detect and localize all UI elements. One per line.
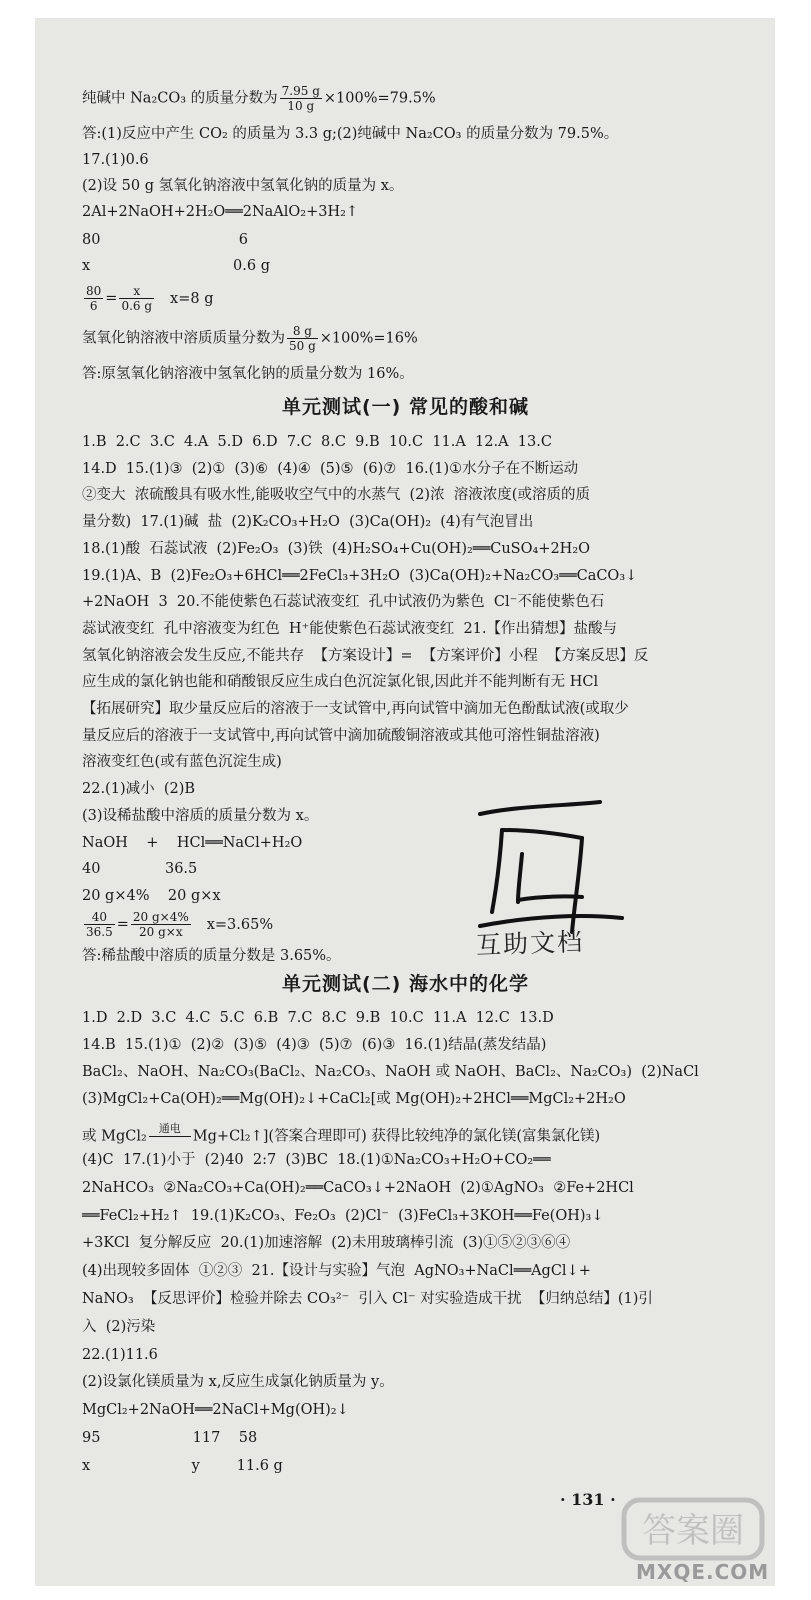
arrow-with-label: 通电 <box>149 1122 191 1151</box>
text-line: +2NaOH 3 20.不能使紫色石蕊试液变红 孔中试液仍为紫色 Cl⁻不能使紫色石 <box>82 594 605 611</box>
fraction: $\frac{8 g}{50 g}$ <box>289 324 316 353</box>
text-line: 40 36.5 <box>82 861 198 878</box>
text-line: 22.(1)减小 (2)B <box>82 781 196 798</box>
answer-circle-logo <box>618 1490 768 1570</box>
section-heading: 单元测试(二) 海水中的化学 <box>282 973 529 995</box>
equation-line: 2Al+2NaOH+2H₂O══2NaAlO₂+3H₂↑ <box>82 204 359 220</box>
text-line: 量分数) 17.(1)碱 盐 (2)K₂CO₃+H₂O (3)Ca(OH)₂ (4)有气泡冒出 <box>82 514 534 531</box>
equation-values: x 0.6 g <box>82 258 271 274</box>
text-line: 14.B 15.(1)① (2)② (3)⑤ (4)③ (5)⑦ (6)③ 16.(1)结晶(蒸发结晶) <box>82 1037 547 1053</box>
text-line: +3KCl 复分解反应 20.(1)加速溶解 (2)未用玻璃棒引流 (3)①⑤②③⑥④ <box>82 1235 571 1252</box>
text-line: BaCl₂、NaOH、Na₂CO₃(BaCl₂、Na₂CO₃、NaOH 或 NaOH、BaCl₂、Na₂CO₃) (2)NaCl <box>82 1064 699 1080</box>
text-line: x y 11.6 g <box>82 1457 283 1474</box>
page-number: · 131 · <box>560 1490 616 1509</box>
text-line: 20 g×4% 20 g×x <box>82 887 221 904</box>
text-line: 19.(1)A、B (2)Fe₂O₃+6HCl══2FeCl₃+3H₂O (3)Ca(OH)₂+Na₂CO₃══CaCO₃↓ <box>82 567 638 584</box>
fraction: $\frac{80}{6}$ <box>86 284 102 313</box>
section-heading: 单元测试(一) 常见的酸和碱 <box>282 396 529 418</box>
text-line: 2NaHCO₃ ②Na₂CO₃+Ca(OH)₂══CaCO₃↓+2NaOH (2)①AgNO₃ ②Fe+2HCl <box>82 1179 634 1196</box>
text-line: 或 MgCl₂ 通电 Mg+Cl₂↑](答案合理即可) 获得比较纯净的氯化镁(富集氯化镁) <box>82 1122 600 1151</box>
text-line: ②变大 浓硫酸具有吸水性,能吸收空气中的水蒸气 (2)浓 溶液浓度(或溶质的质 <box>82 487 590 504</box>
text-line: 氢氧化钠溶液会发生反应,不能共存 【方案设计】= 【方案评价】小程 【方案反思】反 <box>82 647 649 664</box>
answer-line: 答:稀盐酸中溶质的质量分数是 3.65%。 <box>82 948 341 964</box>
proportion-line: $\frac{80}{6}$ = $\frac{x}{0.6 g}$ x=8 g <box>86 284 214 313</box>
text-line: 【拓展研究】取少量反应后的溶液于一支试管中,再向试管中滴加无色酚酞试液(或取少 <box>82 701 629 717</box>
text-line: (3)MgCl₂+Ca(OH)₂══Mg(OH)₂↓+CaCl₂[或 Mg(OH)₂+2HCl══MgCl₂+2H₂O <box>82 1091 626 1107</box>
proportion-line: $\frac{40}{36.5}$ = $\frac{20 g\times 4\%}{20 g\times x}$ x=3.65% <box>86 910 274 939</box>
text-line: 18.(1)酸 石蕊试液 (2)Fe₂O₃ (3)铁 (4)H₂SO₄+Cu(OH)₂══CuSO₄+2H₂O <box>82 540 591 557</box>
equation-values: 80 6 <box>82 232 248 248</box>
question-line: 17.(1)0.6 <box>82 152 149 168</box>
svg-text:答案圈: 答案圈 <box>642 1511 744 1551</box>
answer-line: 答:(1)反应中产生 CO₂ 的质量为 3.3 g;(2)纯碱中 Na₂CO₃ 的质量分数为 79.5%。 <box>82 126 619 142</box>
text-line: NaNO₃ 【反思评价】检验并除去 CO₃²⁻ 引入 Cl⁻ 对实验造成干扰 【归纳总结】(1)引 <box>82 1291 653 1307</box>
text-line: 1.D 2.D 3.C 4.C 5.C 6.B 7.C 8.C 9.B 10.C 11.A 12.C 13.D <box>82 1010 554 1026</box>
answer-line: 答:原氢氧化钠溶液中氢氧化钠的质量分数为 16%。 <box>82 366 414 382</box>
text-line: 氢氧化钠溶液中溶质质量分数为 $\frac{8 g}{50 g}$ ×100%=16% <box>82 324 418 353</box>
stamp-label: 互助文档 <box>475 927 585 960</box>
text-line: (2)设氯化镁质量为 x,反应生成氯化钠质量为 y。 <box>82 1374 394 1391</box>
text-line: 入 (2)污染 <box>82 1318 156 1335</box>
text-line: (4)C 17.(1)小于 (2)40 2:7 (3)BC 18.(1)①Na₂CO₃+H₂O+CO₂══ <box>82 1152 551 1168</box>
text-line: 蕊试液变红 孔中溶液变为红色 H⁺能使紫色石蕊试液变红 21.【作出猜想】盐酸与 <box>82 620 618 637</box>
text-line: MgCl₂+2NaOH══2NaCl+Mg(OH)₂↓ <box>82 1402 349 1419</box>
text-line: 量反应后的溶液于一支试管中,再向试管中滴加硫酸铜溶液或其他可溶性铜盐溶液) <box>82 727 600 744</box>
text-line: (2)设 50 g 氢氧化钠溶液中氢氧化钠的质量为 x。 <box>82 178 404 194</box>
text-line: 纯碱中 Na₂CO₃ 的质量分数为 $\frac{7.95 g}{10 g}$ ×100%=79.5% <box>82 84 436 113</box>
text-line: 溶液变红色(或有蓝色沉淀生成) <box>82 754 282 771</box>
text-line: 22.(1)11.6 <box>82 1346 158 1363</box>
watermark-site: MXQE.COM <box>636 1560 770 1584</box>
text-line: ══FeCl₂+H₂↑ 19.(1)K₂CO₃、Fe₂O₃ (2)Cl⁻ (3)FeCl₃+3KOH══Fe(OH)₃↓ <box>82 1207 604 1224</box>
text-line: (3)设稀盐酸中溶质的质量分数为 x。 <box>82 807 319 824</box>
text-line: NaOH + HCl══NaCl+H₂O <box>82 834 303 851</box>
fraction: $\frac{x}{0.6 g}$ <box>121 284 153 313</box>
text-line: 95 117 58 <box>82 1430 258 1446</box>
fraction: $\frac{7.95 g}{10 g}$ <box>281 84 320 113</box>
text-line: (4)出现较多固体 ①②③ 21.【设计与实验】气泡 AgNO₃+NaCl══AgCl↓+ <box>82 1263 591 1280</box>
text-line: 应生成的氯化钠也能和硝酸银反应生成白色沉淀氯化银,因此并不能判断有无 HCl <box>82 674 599 691</box>
text-line: 1.B 2.C 3.C 4.A 5.D 6.D 7.C 8.C 9.B 10.C 11.A 12.A 13.C <box>82 434 552 450</box>
fraction: $\frac{40}{36.5}$ <box>86 910 113 939</box>
text-line: 14.D 15.(1)③ (2)① (3)⑥ (4)④ (5)⑤ (6)⑦ 16.(1)①水分子在不断运动 <box>82 460 579 477</box>
fraction: $\frac{20 g\times 4\%}{20 g\times x}$ <box>132 910 189 939</box>
